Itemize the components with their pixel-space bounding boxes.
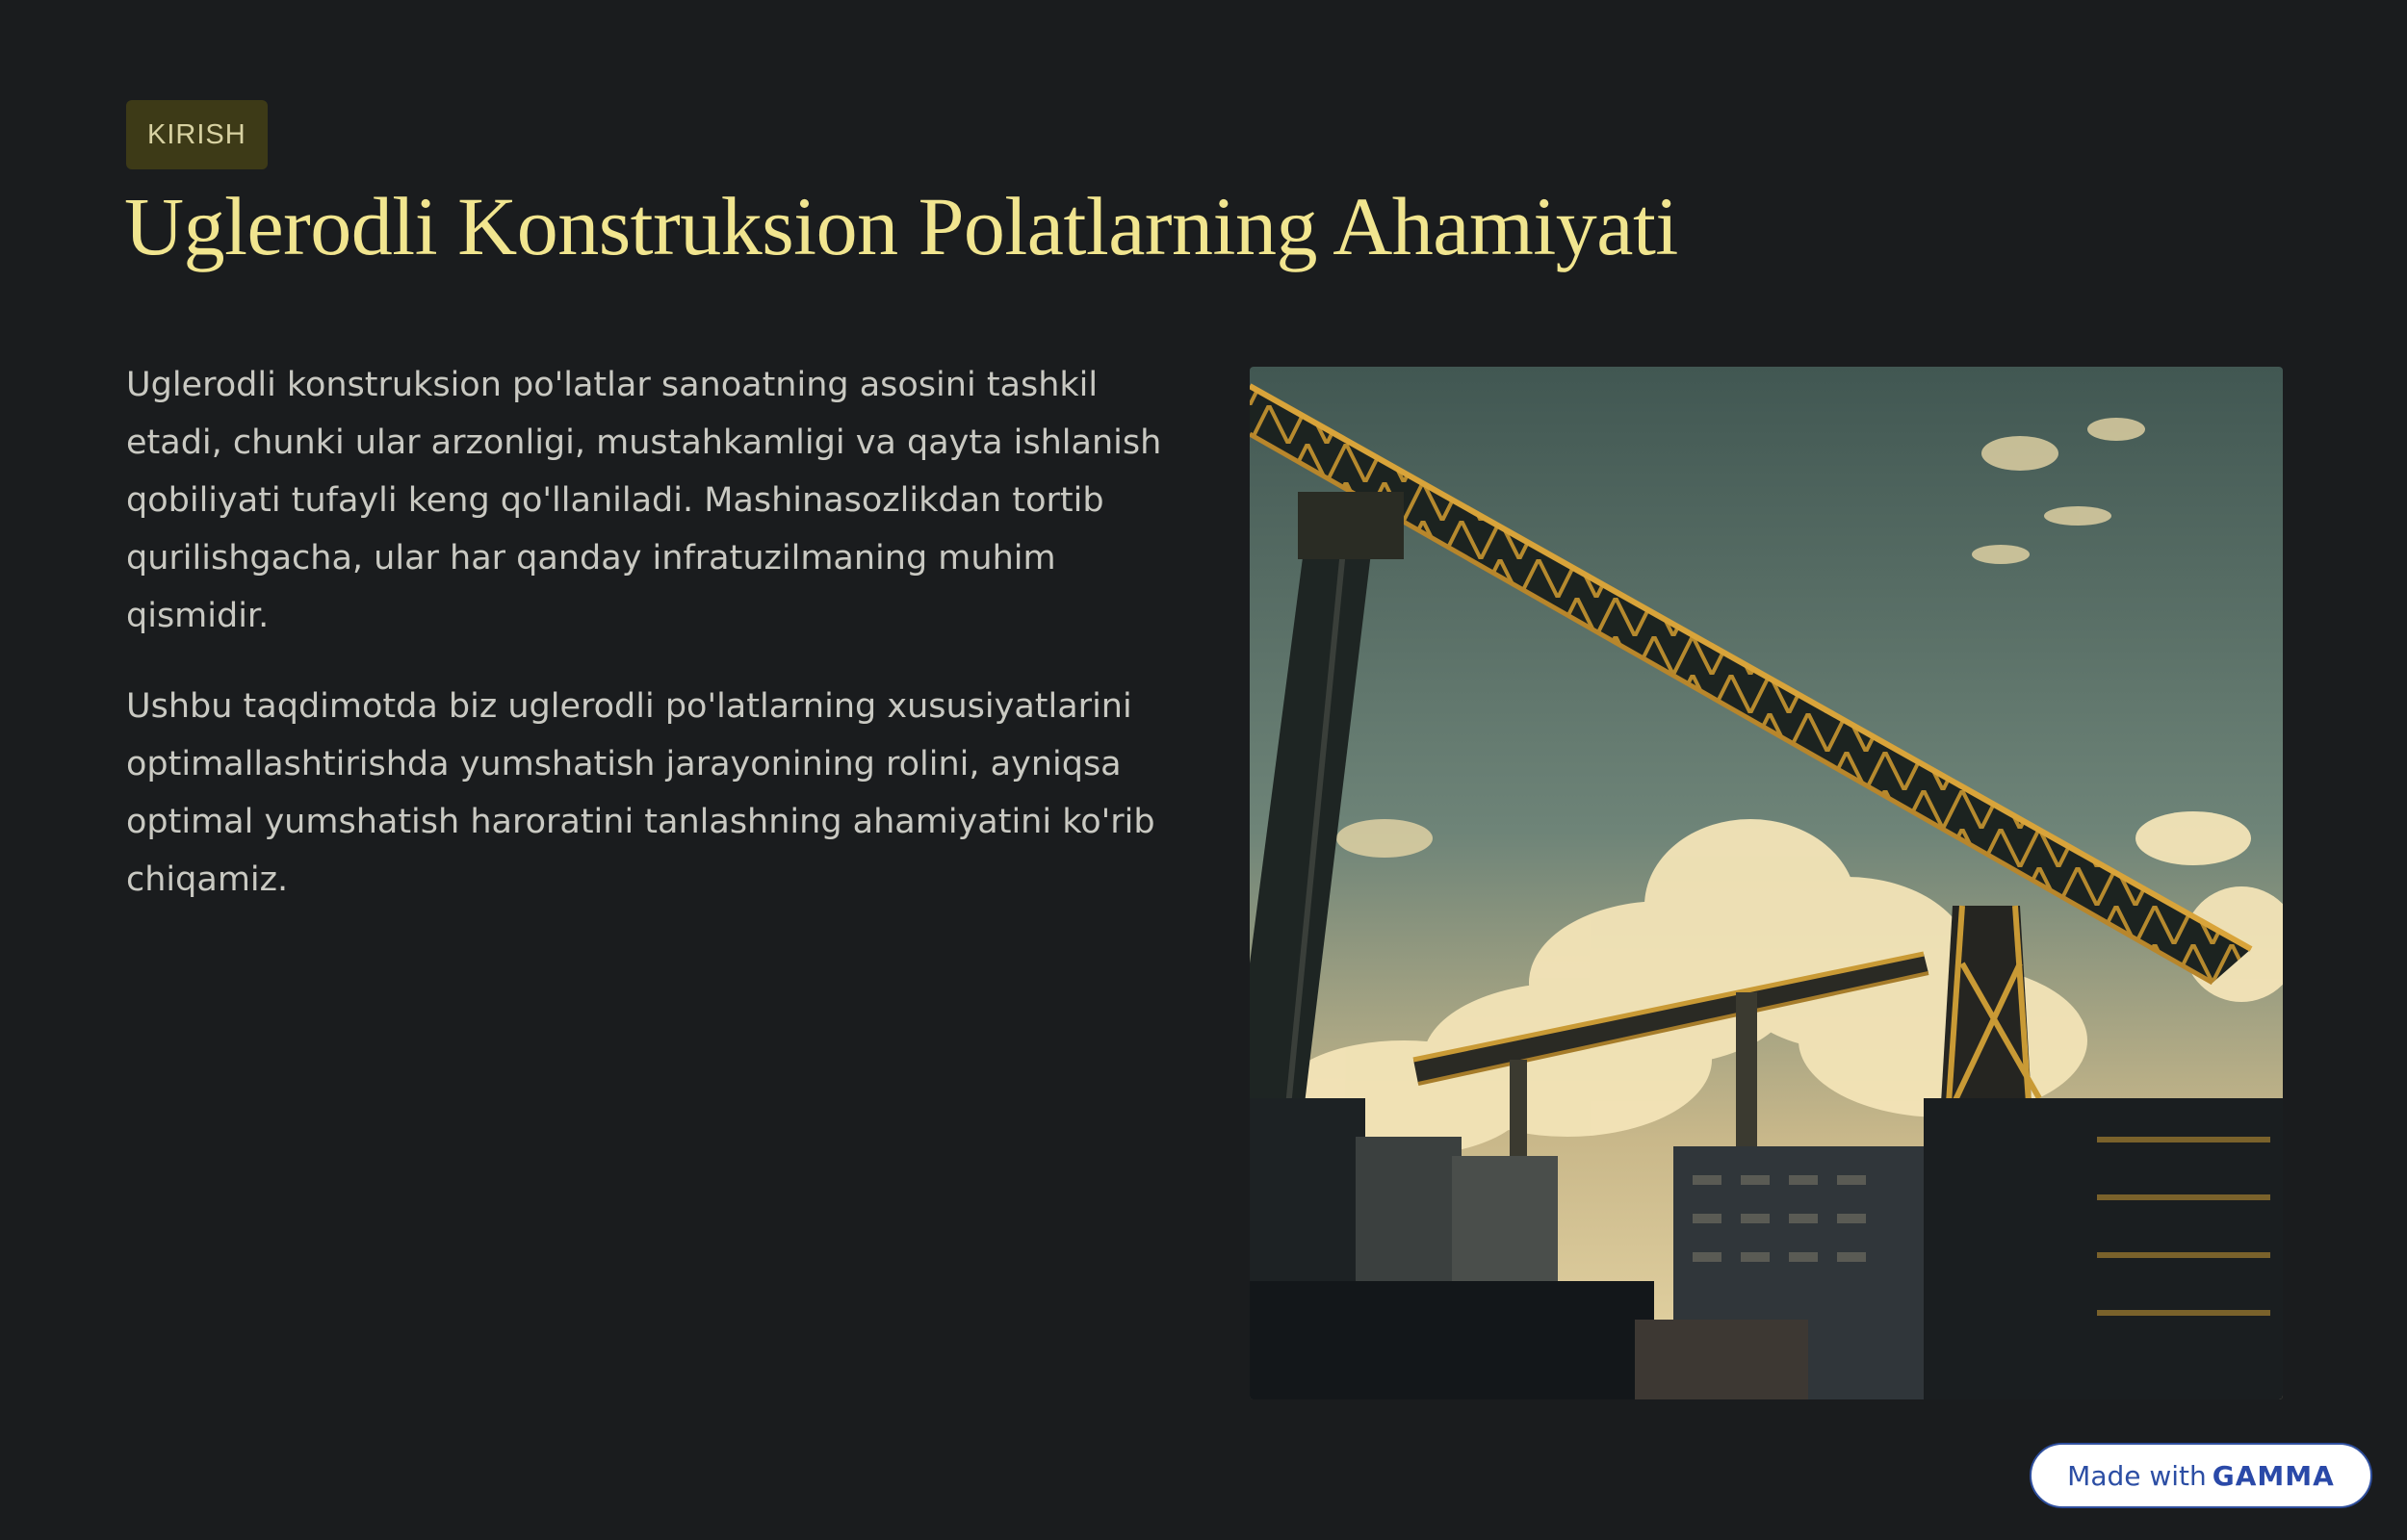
construction-cranes-illustration [1250,367,2283,1399]
gamma-logo-icon: GAMMA [2212,1459,2335,1492]
body-paragraph-2: Ushbu taqdimotda biz uglerodli po'latlarning xususiyatlarini optimallashtirishda yumshatish jarayonining rolini, ayniqsa optimal yumshatish haroratini tanlashning ahamiyatini ko'rib chiqamiz. [126,687,1155,899]
made-with-gamma-badge[interactable] [2030,1443,2372,1508]
badge-label: Made with [2067,1459,2207,1492]
section-tag: KIRISH [126,100,268,169]
slide-title: Uglerodli Konstruksion Polatlarning Ahamiyati [124,180,1678,272]
construction-cranes-photo [1250,367,2283,1399]
body-paragraph-1: Uglerodli konstruksion po'latlar sanoatning asosini tashkil etadi, chunki ular arzonligi, mustahkamligi va qayta ishlanish qobiliyati tufayli keng qo'llaniladi. Mashinasozlikdan tortib qurilishgacha, ular har qanday infratuzilmaning muhim qismidir. [126,366,1162,635]
slide-body [126,356,1166,941]
